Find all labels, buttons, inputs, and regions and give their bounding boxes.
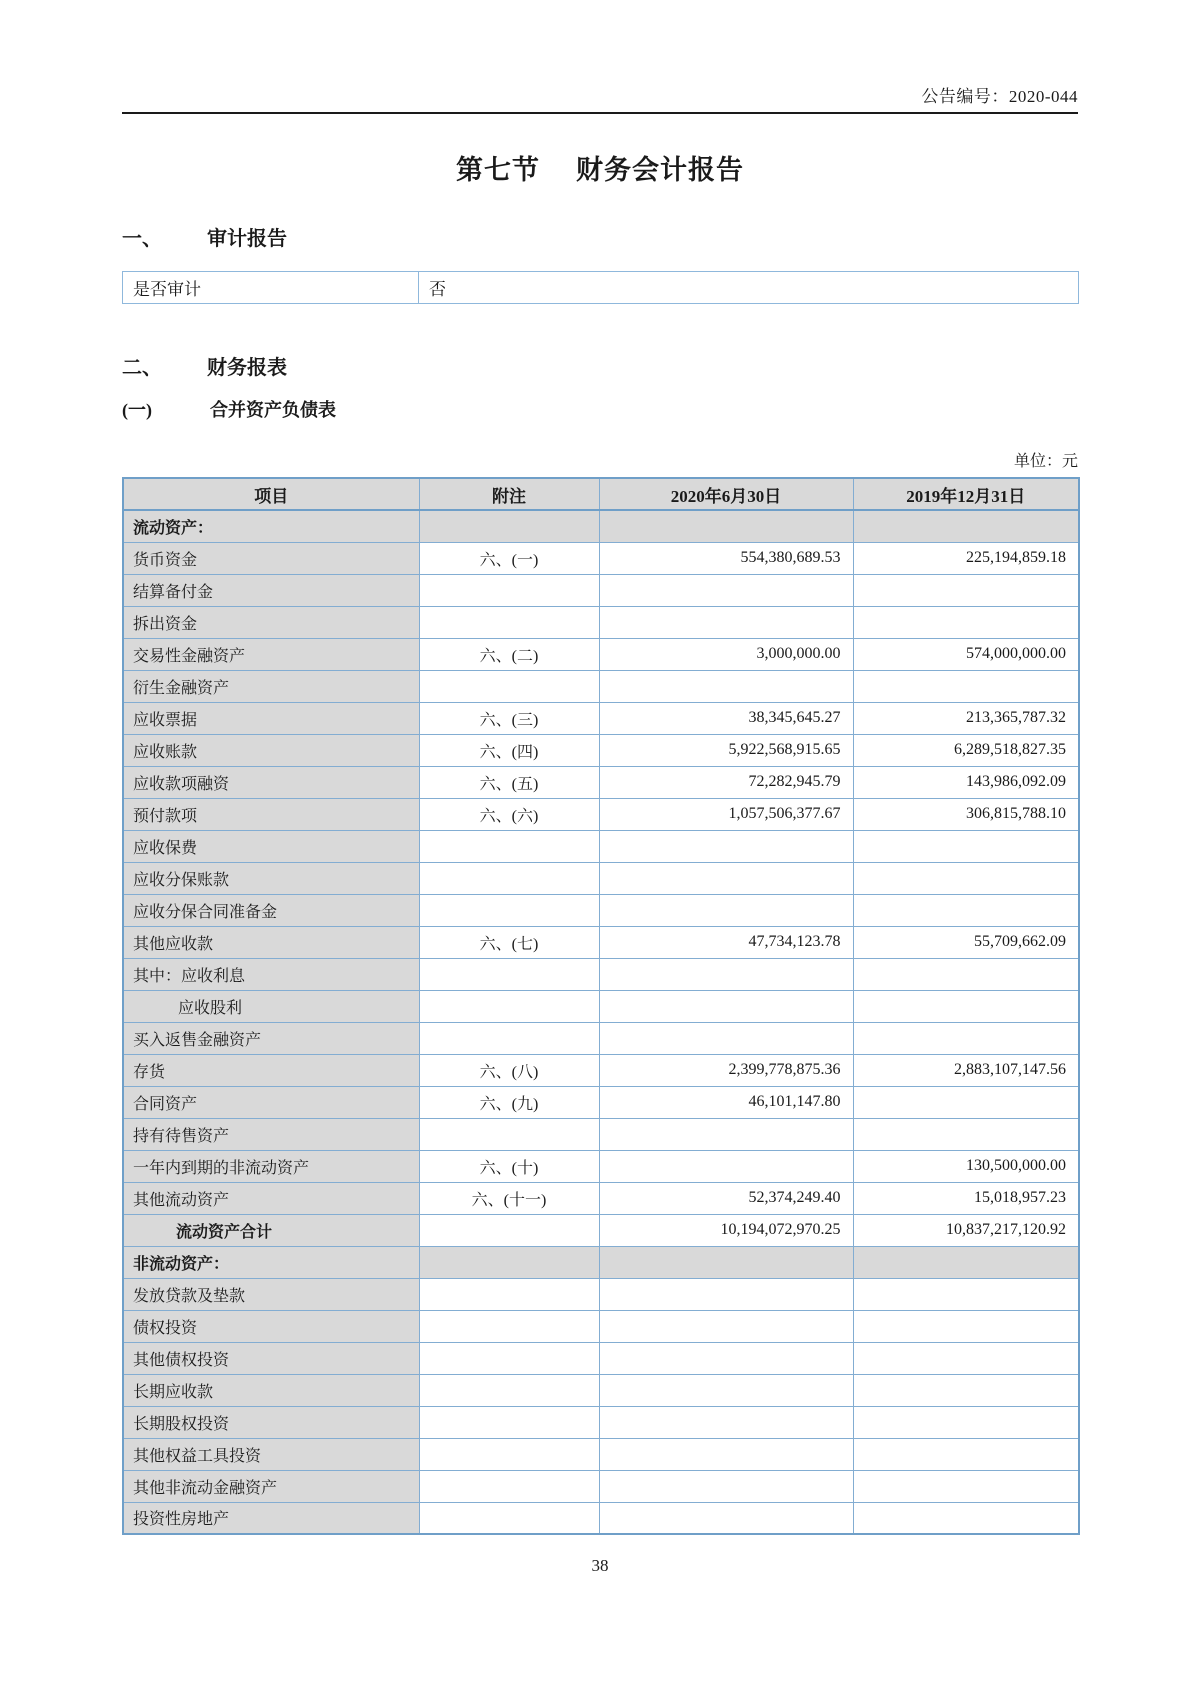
table-row	[123, 894, 1079, 926]
value-2020-cell	[599, 1438, 853, 1470]
value-2020-cell	[599, 1278, 853, 1310]
item-cell: 债权投资	[123, 1310, 419, 1342]
value-2019-cell	[853, 574, 1079, 606]
table-row	[123, 958, 1079, 990]
item-cell: 其他债权投资	[123, 1342, 419, 1374]
item-cell: 应收账款	[123, 734, 419, 766]
table-row	[123, 606, 1079, 638]
item-cell: 合同资产	[123, 1086, 419, 1118]
value-2020-cell	[599, 830, 853, 862]
column-header-2019: 2019年12月31日	[853, 478, 1079, 510]
item-cell: 应收分保合同准备金	[123, 894, 419, 926]
item-cell: 一年内到期的非流动资产	[123, 1150, 419, 1182]
table-row	[123, 766, 1079, 798]
value-2020-cell: 554,380,689.53	[599, 542, 853, 574]
table-row	[123, 1182, 1079, 1214]
note-cell	[419, 1470, 599, 1502]
value-2019-cell	[853, 990, 1079, 1022]
table-row	[123, 702, 1079, 734]
value-2020-cell: 72,282,945.79	[599, 766, 853, 798]
note-cell	[419, 606, 599, 638]
item-cell: 交易性金融资产	[123, 638, 419, 670]
table-row	[123, 670, 1079, 702]
item-cell: 拆出资金	[123, 606, 419, 638]
value-2020-cell	[599, 670, 853, 702]
value-2019-cell: 306,815,788.10	[853, 798, 1079, 830]
table-row	[123, 1246, 1079, 1278]
value-2019-cell: 6,289,518,827.35	[853, 734, 1079, 766]
audit-question-cell: 是否审计	[123, 272, 419, 304]
value-2020-cell: 3,000,000.00	[599, 638, 853, 670]
table-row	[123, 1470, 1079, 1502]
value-2019-cell: 225,194,859.18	[853, 542, 1079, 574]
balance-sheet-table	[122, 477, 1080, 1535]
note-cell	[419, 1502, 599, 1534]
value-2020-cell	[599, 1374, 853, 1406]
value-2020-cell	[599, 894, 853, 926]
subsection-number: (一)	[122, 400, 152, 420]
table-row	[123, 862, 1079, 894]
page-title-part: 第七节	[456, 155, 540, 185]
table-row	[123, 926, 1079, 958]
note-cell	[419, 1374, 599, 1406]
value-2020-cell: 10,194,072,970.25	[599, 1214, 853, 1246]
header-rule	[122, 112, 1078, 114]
table-row	[123, 1214, 1079, 1246]
item-cell: 非流动资产：	[123, 1246, 419, 1278]
value-2019-cell	[853, 1278, 1079, 1310]
announcement-number: 公告编号：2020-044	[921, 87, 1078, 106]
value-2019-cell	[853, 510, 1079, 542]
value-2020-cell	[599, 1470, 853, 1502]
item-cell: 结算备付金	[123, 574, 419, 606]
value-2019-cell	[853, 1310, 1079, 1342]
value-2019-cell	[853, 670, 1079, 702]
item-cell: 流动资产合计	[123, 1214, 419, 1246]
table-row	[123, 272, 1079, 304]
table-row	[123, 542, 1079, 574]
note-cell: 六、(六)	[419, 798, 599, 830]
note-cell	[419, 1310, 599, 1342]
column-header-2020: 2020年6月30日	[599, 478, 853, 510]
value-2019-cell: 55,709,662.09	[853, 926, 1079, 958]
value-2020-cell: 1,057,506,377.67	[599, 798, 853, 830]
column-header-item: 项目	[123, 478, 419, 510]
value-2020-cell	[599, 510, 853, 542]
value-2019-cell: 213,365,787.32	[853, 702, 1079, 734]
note-cell	[419, 670, 599, 702]
table-row	[123, 1406, 1079, 1438]
note-cell	[419, 894, 599, 926]
value-2020-cell: 5,922,568,915.65	[599, 734, 853, 766]
value-2020-cell: 52,374,249.40	[599, 1182, 853, 1214]
note-cell	[419, 990, 599, 1022]
value-2020-cell	[599, 1502, 853, 1534]
item-cell: 其他应收款	[123, 926, 419, 958]
table-row	[123, 574, 1079, 606]
note-cell: 六、(五)	[419, 766, 599, 798]
table-row	[123, 510, 1079, 542]
item-cell: 应收分保账款	[123, 862, 419, 894]
page-number: 38	[591, 1556, 609, 1575]
value-2020-cell	[599, 958, 853, 990]
table-row	[123, 638, 1079, 670]
note-cell: 六、(八)	[419, 1054, 599, 1086]
section-number: 一、	[122, 228, 162, 250]
item-cell: 其他非流动金融资产	[123, 1470, 419, 1502]
item-cell: 长期应收款	[123, 1374, 419, 1406]
item-cell: 存货	[123, 1054, 419, 1086]
note-cell	[419, 958, 599, 990]
value-2019-cell	[853, 1502, 1079, 1534]
table-row	[123, 798, 1079, 830]
value-2019-cell	[853, 894, 1079, 926]
table-row	[123, 1342, 1079, 1374]
table-row	[123, 1086, 1079, 1118]
value-2019-cell: 2,883,107,147.56	[853, 1054, 1079, 1086]
note-cell	[419, 1118, 599, 1150]
note-cell	[419, 1022, 599, 1054]
page-title	[122, 148, 1078, 187]
item-cell: 其中：应收利息	[123, 958, 419, 990]
table-row	[123, 1118, 1079, 1150]
item-cell: 买入返售金融资产	[123, 1022, 419, 1054]
value-2019-cell	[853, 1374, 1079, 1406]
table-row	[123, 1054, 1079, 1086]
value-2020-cell	[599, 1406, 853, 1438]
note-cell	[419, 1278, 599, 1310]
audit-status-table	[122, 271, 1079, 304]
note-cell	[419, 1342, 599, 1374]
value-2019-cell	[853, 1438, 1079, 1470]
note-cell	[419, 1214, 599, 1246]
note-cell: 六、(七)	[419, 926, 599, 958]
section-heading-statements	[122, 351, 287, 380]
value-2020-cell: 2,399,778,875.36	[599, 1054, 853, 1086]
value-2020-cell	[599, 1342, 853, 1374]
column-header-note: 附注	[419, 478, 599, 510]
table-row	[123, 1502, 1079, 1534]
note-cell	[419, 830, 599, 862]
balance-sheet-body	[123, 510, 1079, 1534]
table-row	[123, 1150, 1079, 1182]
note-cell	[419, 862, 599, 894]
value-2020-cell: 46,101,147.80	[599, 1086, 853, 1118]
value-2020-cell	[599, 606, 853, 638]
value-2019-cell: 15,018,957.23	[853, 1182, 1079, 1214]
value-2019-cell: 130,500,000.00	[853, 1150, 1079, 1182]
section-number: 二、	[122, 357, 162, 379]
item-cell: 应收票据	[123, 702, 419, 734]
value-2020-cell	[599, 1150, 853, 1182]
value-2019-cell	[853, 1406, 1079, 1438]
value-2019-cell	[853, 830, 1079, 862]
note-cell	[419, 574, 599, 606]
note-cell: 六、(九)	[419, 1086, 599, 1118]
value-2019-cell	[853, 1022, 1079, 1054]
note-cell: 六、(十)	[419, 1150, 599, 1182]
table-row	[123, 734, 1079, 766]
section-label: 审计报告	[207, 228, 287, 250]
item-cell: 其他流动资产	[123, 1182, 419, 1214]
note-cell: 六、(四)	[419, 734, 599, 766]
note-cell: 六、(一)	[419, 542, 599, 574]
value-2019-cell	[853, 958, 1079, 990]
item-cell: 应收股利	[123, 990, 419, 1022]
unit-label: 单位：元	[1013, 453, 1078, 470]
value-2020-cell	[599, 1022, 853, 1054]
item-cell: 长期股权投资	[123, 1406, 419, 1438]
section-label: 财务报表	[207, 357, 287, 379]
table-row	[123, 1310, 1079, 1342]
value-2020-cell	[599, 1246, 853, 1278]
item-cell: 预付款项	[123, 798, 419, 830]
subsection-heading-balance-sheet	[122, 396, 336, 422]
value-2020-cell	[599, 574, 853, 606]
table-header-row	[123, 478, 1079, 510]
value-2020-cell	[599, 1118, 853, 1150]
value-2020-cell	[599, 862, 853, 894]
table-row	[123, 830, 1079, 862]
item-cell: 应收保费	[123, 830, 419, 862]
audit-answer-cell: 否	[419, 272, 1079, 304]
item-cell: 其他权益工具投资	[123, 1438, 419, 1470]
table-row	[123, 1374, 1079, 1406]
note-cell: 六、(十一)	[419, 1182, 599, 1214]
note-cell: 六、(二)	[419, 638, 599, 670]
item-cell: 流动资产：	[123, 510, 419, 542]
note-cell	[419, 1438, 599, 1470]
table-row	[123, 1438, 1079, 1470]
item-cell: 持有待售资产	[123, 1118, 419, 1150]
section-heading-audit	[122, 222, 287, 251]
value-2019-cell	[853, 1246, 1079, 1278]
table-row	[123, 990, 1079, 1022]
value-2019-cell	[853, 606, 1079, 638]
item-cell: 投资性房地产	[123, 1502, 419, 1534]
subsection-label: 合并资产负债表	[210, 400, 336, 420]
item-cell: 发放贷款及垫款	[123, 1278, 419, 1310]
page-title-name: 财务会计报告	[576, 155, 744, 185]
table-row	[123, 1278, 1079, 1310]
value-2020-cell	[599, 990, 853, 1022]
value-2020-cell: 47,734,123.78	[599, 926, 853, 958]
value-2019-cell	[853, 1086, 1079, 1118]
value-2020-cell: 38,345,645.27	[599, 702, 853, 734]
value-2019-cell	[853, 1118, 1079, 1150]
value-2019-cell: 143,986,092.09	[853, 766, 1079, 798]
value-2019-cell: 574,000,000.00	[853, 638, 1079, 670]
value-2019-cell: 10,837,217,120.92	[853, 1214, 1079, 1246]
value-2019-cell	[853, 1342, 1079, 1374]
item-cell: 货币资金	[123, 542, 419, 574]
note-cell	[419, 1406, 599, 1438]
note-cell	[419, 510, 599, 542]
item-cell: 应收款项融资	[123, 766, 419, 798]
note-cell	[419, 1246, 599, 1278]
value-2020-cell	[599, 1310, 853, 1342]
table-row	[123, 1022, 1079, 1054]
value-2019-cell	[853, 1470, 1079, 1502]
item-cell: 衍生金融资产	[123, 670, 419, 702]
note-cell: 六、(三)	[419, 702, 599, 734]
value-2019-cell	[853, 862, 1079, 894]
